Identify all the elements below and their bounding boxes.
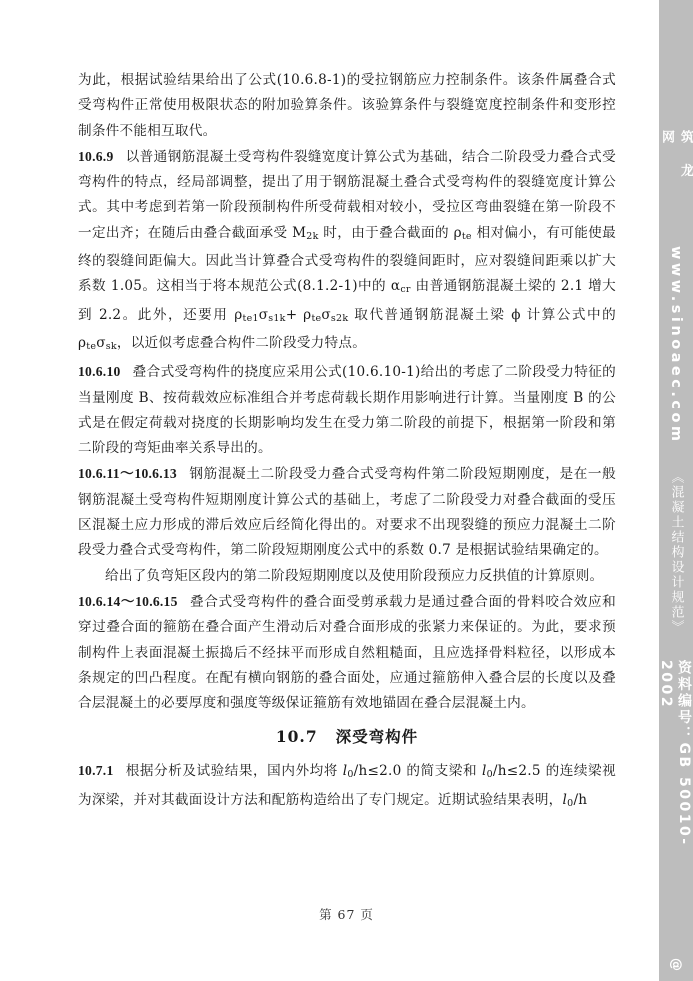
section-number: 10.7 [275,727,318,747]
clause-number: 10.6.10 [78,364,121,380]
clause-10-7-1: 10.7.1 根据分析及试验结果，国内外均将 $l_0/h\le 2.0$ 的简支梁和 $l_0/h\le 2.5$ 的连续梁视为深梁，并对其截面设计方法和配筋构造给出了专门规定。近期试验结果表明，$l_0/h$ [78,763,616,809]
clause-10-6-11-13: 10.6.11～10.6.13 钢筋混凝土二阶段受力叠合式受弯构件第二阶段短期刚度，是在一般钢筋混凝土受弯构件短期刚度计算公式的基础上，考虑了二阶段受力对叠合截面的受压区混凝土应力形成的滞后效应后经简化得出的。对要求不出现裂缝的预应力混凝土二阶段受力叠合式受弯构件，第二阶段短期刚度公式中的系数 0.7 是根据试验结果确定的。 [78,466,617,559]
watermark-sidebar [659,0,693,981]
sidebar-document-code: 资料编号：GB 50010-2002 [658,660,692,847]
clause-10-6-10: 10.6.10 叠合式受弯构件的挠度应采用公式(10.6.10-1)给出的考虑了二阶段受力特征的当量刚度 B、按荷载效应标准组合并考虑荷载长期作用影响进行计算。当量刚度 B 的公式是在假定荷载对挠度的长期影响均发生在受力第二阶段的前提下，根据第一阶段和第二阶段的弯矩曲率关系导出的。 [78,364,616,457]
clause-10-6-14-15: 10.6.14～10.6.15 叠合式受弯构件的叠合面受剪承载力是通过叠合面的骨料咬合效应和穿过叠合面的箍筋在叠合面产生滑动后对叠合面形成的张紧力来保证的。为此，要求预制构件上表面混凝土振捣后不经抹平而形成自然粗糙面，且应选择骨料粒径，以形成本条规定的凹凸程度。在配有横向钢筋的叠合面处，应通过箍筋伸入叠合层的长度以及叠合层混凝土的必要厚度和强度等级保证箍筋有效地锚固在叠合层混凝土内。 [78,593,617,712]
clause-number: 10.7.1 [78,763,114,779]
sidebar-document-title: 《混凝土结构设计规范》 [668,470,684,635]
clause-number: 10.6.11～10.6.13 [78,466,177,482]
sidebar-mark: @ [668,958,684,974]
clause-number: 10.6.9 [78,148,114,164]
section-heading [78,718,616,756]
document-body [78,68,616,816]
paragraph-1: 为此，根据试验结果给出了公式(10.6.8-1)的受拉钢筋应力控制条件。该条件属叠合式受弯构件正常使用极限状态的附加验算条件。该验算条件与裂缝宽度控制条件和变形控制条件不能相互取代。 [78,72,616,139]
page-number: 第 67 页 [319,907,374,922]
sidebar-url: www.sinoaec.com [668,245,684,445]
sidebar-site-name: 筑 龙 网 [659,130,693,185]
clause-number: 10.6.14～10.6.15 [78,593,178,609]
section-title-text: 深受弯构件 [335,727,419,747]
clause-10-6-9: 10.6.9 以普通钢筋混凝土受弯构件裂缝宽度计算公式为基础，结合二阶段受力叠合式受弯构件的特点，经局部调整，提出了用于钢筋混凝土叠合式受弯构件的裂缝宽度计算公式。其中考虑到若第一阶段预制构件所受荷载相对较小，受拉区弯曲裂缝在第一阶段不一定出齐；在随后由叠合截面承受 $M_{2k}$ 时，由于叠合截面的 $\rho_{te}$ 相对偏小，有可能使最终的裂缝间距偏大。因此当计算叠合式受弯构件的裂缝间距时，应对裂缝间距乘以扩大系数 1.05。这相当于将本规范公式(8.1.2-1)中的 $\alpha_{cr}$ 由普通钢筋混凝土梁的 2.1 增大到 2.2。此外，还要用 $\rho_{te1}\sigma_{s1k}+ \rho_{te}\sigma_{s2k}$ 取代普通钢筋混凝土梁 ϕ 计算公式中的 $\rho_{te}\sigma_{sk}$，以近似考虑叠合构件二阶段受力特点。 [78,148,616,352]
paragraph-negative-moment: 给出了负弯矩区段内的第二阶段短期刚度以及使用阶段预应力反拱值的计算原则。 [105,567,604,584]
